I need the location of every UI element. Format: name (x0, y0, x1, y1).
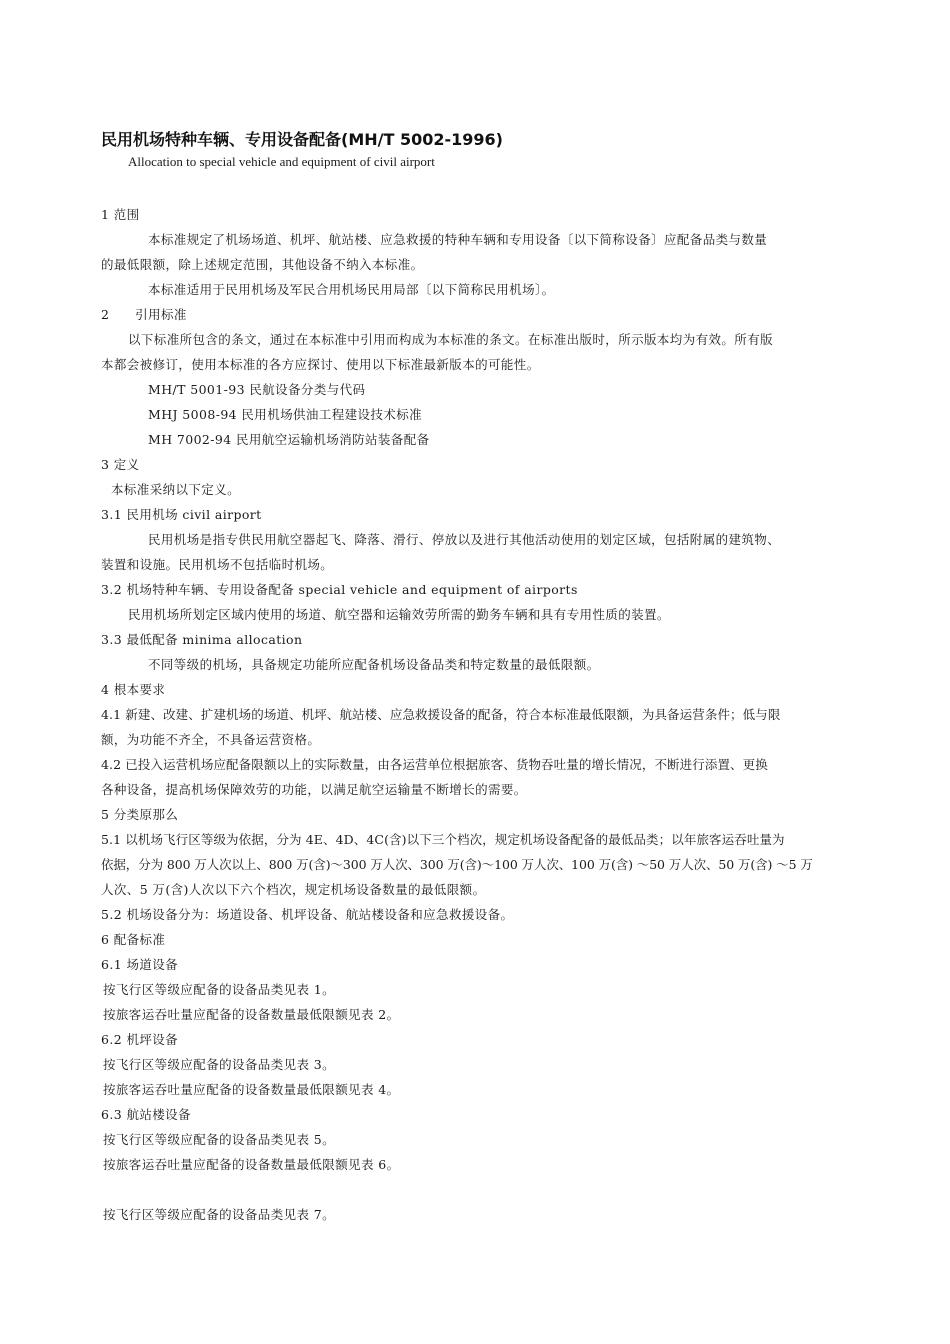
section-heading: 2 引用标准 (101, 307, 187, 322)
paragraph-line: 额，为功能不齐全，不具备运营资格。 (101, 732, 321, 747)
paragraph-line: 4.1 新建、改建、扩建机场的场道、机坪、航站楼、应急救援设备的配备，符合本标准最低限额，为具备运营条件；低与限 (101, 707, 781, 722)
paragraph-line: 依据，分为 800 万人次以上、800 万(含)～300 万人次、300 万(含)～100 万人次、100 万(含) ～50 万人次、50 万(含) ～5 万 (101, 857, 813, 872)
section-heading: 1 范围 (101, 207, 140, 222)
paragraph-line: 不同等级的机场，具备规定功能所应配备机场设备品类和特定数量的最低限额。 (148, 657, 600, 672)
paragraph-line: 各种设备，提高机场保障效劳的功能，以满足航空运输量不断增长的需要。 (101, 782, 527, 797)
paragraph-line: 5.2 机场设备分为：场道设备、机坪设备、航站楼设备和应急救援设备。 (101, 907, 514, 922)
reference-item: MH/T 5001-93 民航设备分类与代码 (148, 382, 366, 397)
subsection-heading: 3.1 民用机场 civil airport (101, 507, 262, 522)
paragraph-line: 本标准适用于民用机场及军民合用机场民用局部〔以下简称民用机场〕。 (148, 282, 555, 297)
paragraph-line: 按飞行区等级应配备的设备品类见表 1。 (103, 982, 336, 997)
paragraph-line: 按旅客运吞吐量应配备的设备数量最低限额见表 4。 (103, 1082, 400, 1097)
subsection-heading: 3.2 机场特种车辆、专用设备配备 special vehicle and equipment of airports (101, 582, 578, 597)
paragraph-line: 5.1 以机场飞行区等级为依据，分为 4E、4D、4C(含)以下三个档次，规定机场设备配备的最低品类；以年旅客运吞吐量为 (101, 832, 785, 847)
paragraph-line: 按飞行区等级应配备的设备品类见表 5。 (103, 1132, 336, 1147)
paragraph-line: 本标准规定了机场场道、机坪、航站楼、应急救援的特种车辆和专用设备〔以下简称设备〕应配备品类与数量 (148, 232, 768, 247)
paragraph-line: 装置和设施。民用机场不包括临时机场。 (101, 557, 334, 572)
paragraph-line: 按旅客运吞吐量应配备的设备数量最低限额见表 2。 (103, 1007, 400, 1022)
section-heading: 4 根本要求 (101, 682, 166, 697)
section-heading: 6 配备标准 (101, 932, 166, 947)
paragraph-line: 民用机场所划定区域内使用的场道、航空器和运输效劳所需的勤务车辆和具有专用性质的装置。 (128, 607, 670, 622)
document-subtitle: Allocation to special vehicle and equipment of civil airport (128, 154, 435, 169)
subsection-heading: 3.3 最低配备 minima allocation (101, 632, 303, 647)
paragraph-line: 人次、5 万(含)人次以下六个档次，规定机场设备数量的最低限额。 (101, 882, 486, 897)
paragraph-line: 按飞行区等级应配备的设备品类见表 3。 (103, 1057, 336, 1072)
section-heading: 5 分类原那么 (101, 807, 179, 822)
paragraph-line: 本标准采纳以下定义。 (111, 482, 241, 497)
document-title: 民用机场特种车辆、专用设备配备(MH/T 5002-1996) (101, 130, 503, 149)
subsection-heading: 6.2 机坪设备 (101, 1032, 179, 1047)
paragraph-line: 按旅客运吞吐量应配备的设备数量最低限额见表 6。 (103, 1157, 400, 1172)
subsection-heading: 6.3 航站楼设备 (101, 1107, 191, 1122)
paragraph-line: 本都会被修订，使用本标准的各方应探讨、使用以下标准最新版本的可能性。 (101, 357, 540, 372)
paragraph-line: 4.2 已投入运营机场应配备限额以上的实际数量，由各运营单位根据旅客、货物吞吐量的增长情况，不断进行添置、更换 (101, 757, 768, 772)
subsection-heading: 6.1 场道设备 (101, 957, 179, 972)
paragraph-line: 民用机场是指专供民用航空器起飞、降落、滑行、停放以及进行其他活动使用的划定区域，包括附属的建筑物、 (148, 532, 781, 547)
section-heading: 3 定义 (101, 457, 140, 472)
paragraph-line: 按飞行区等级应配备的设备品类见表 7。 (103, 1207, 336, 1222)
paragraph-line: 的最低限额，除上述规定范围，其他设备不纳入本标准。 (101, 257, 424, 272)
paragraph-line: 以下标准所包含的条文，通过在本标准中引用而构成为本标准的条文。在标准出版时，所示版本均为有效。所有版 (128, 332, 774, 347)
reference-item: MH 7002-94 民用航空运输机场消防站装备配备 (148, 432, 430, 447)
reference-item: MHJ 5008-94 民用机场供油工程建设技术标准 (148, 407, 422, 422)
